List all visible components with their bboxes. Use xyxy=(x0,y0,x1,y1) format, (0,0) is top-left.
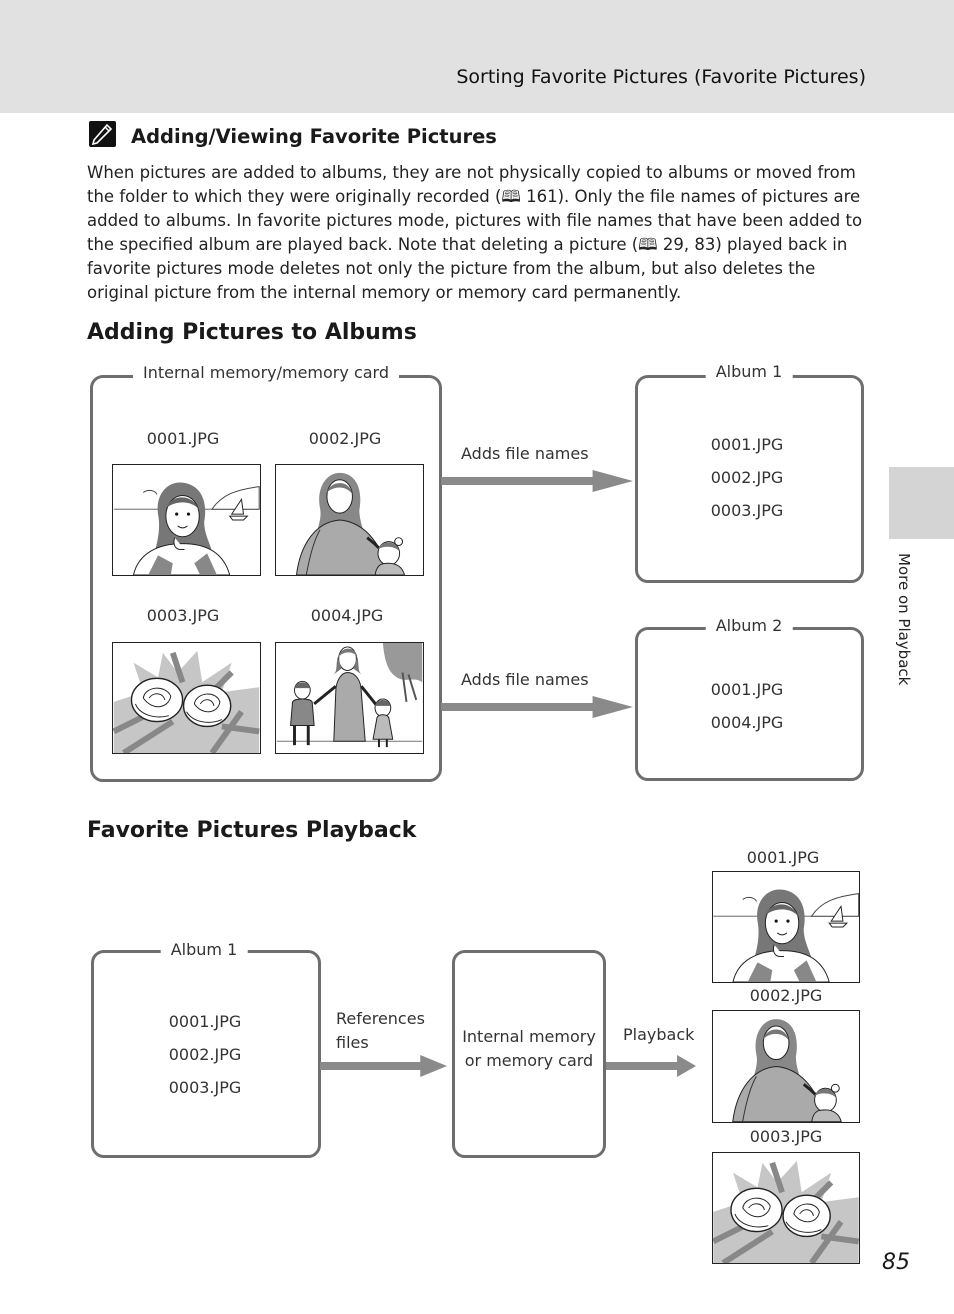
pencil-note-icon xyxy=(89,121,116,147)
side-tab xyxy=(889,467,954,539)
note-title: Adding/Viewing Favorite Pictures xyxy=(131,125,497,148)
thumbnail-0001 xyxy=(112,464,261,576)
album1-file: 0002.JPG xyxy=(710,468,784,487)
header-band xyxy=(0,0,954,113)
playback-label: Playback xyxy=(623,1025,695,1044)
source-box-label: Internal memory/memory card xyxy=(133,363,399,382)
file-label-0002: 0002.JPG xyxy=(308,429,382,448)
playback-album-label: Album 1 xyxy=(161,940,248,959)
thumbnail-0004 xyxy=(275,642,424,754)
album2-box xyxy=(635,627,864,781)
memory-box-text: Internal memory or memory card xyxy=(462,1027,596,1070)
file-label-0001: 0001.JPG xyxy=(146,429,220,448)
playback-photo-0002 xyxy=(712,1010,860,1123)
file-label-0004: 0004.JPG xyxy=(310,606,384,625)
section-title-adding: Adding Pictures to Albums xyxy=(87,320,417,345)
album2-label: Album 2 xyxy=(706,616,793,635)
arrow-to-playback xyxy=(606,1055,696,1077)
playback-photo-0003 xyxy=(712,1152,860,1264)
playback-photo-label: 0001.JPG xyxy=(746,848,820,867)
playback-album-file: 0003.JPG xyxy=(168,1078,242,1097)
section-title-playback: Favorite Pictures Playback xyxy=(87,818,417,843)
arrow-to-memory xyxy=(320,1055,447,1077)
page-header-title: Sorting Favorite Pictures (Favorite Pictures) xyxy=(456,66,866,88)
side-tab-label: More on Playback xyxy=(895,553,913,686)
album1-label: Album 1 xyxy=(706,362,793,381)
album2-file: 0004.JPG xyxy=(710,713,784,732)
thumbnail-0002 xyxy=(275,464,424,576)
thumbnail-0003 xyxy=(112,642,261,754)
references-files-label: References files xyxy=(336,1009,425,1052)
album2-file: 0001.JPG xyxy=(710,680,784,699)
playback-photo-0001 xyxy=(712,871,860,983)
playback-album-file: 0001.JPG xyxy=(168,1012,242,1031)
album1-file: 0003.JPG xyxy=(710,501,784,520)
arrow-to-album1 xyxy=(441,470,633,492)
file-label-0003: 0003.JPG xyxy=(146,606,220,625)
playback-photo-label: 0003.JPG xyxy=(749,1127,823,1146)
adds-file-names-label-2: Adds file names xyxy=(461,670,589,689)
arrow-to-album2 xyxy=(441,696,633,718)
album1-file: 0001.JPG xyxy=(710,435,784,454)
playback-photo-label: 0002.JPG xyxy=(749,986,823,1005)
page-number: 85 xyxy=(882,1250,910,1275)
adds-file-names-label-1: Adds file names xyxy=(461,444,589,463)
playback-album-file: 0002.JPG xyxy=(168,1045,242,1064)
note-body: When pictures are added to albums, they are not physically copied to albums or moved from the folder to which they were originally recorded (🕮 161). Only the file names of pictures are added to albums. In favorite pictures mode, pictures with file names that have been added to the specified album are played back. Note that deleting a picture (🕮 29, 83) played back in favorite pictures mode deletes not only the picture from the album, but also deletes the original picture from the internal memory or memory card permanently. xyxy=(87,163,863,302)
